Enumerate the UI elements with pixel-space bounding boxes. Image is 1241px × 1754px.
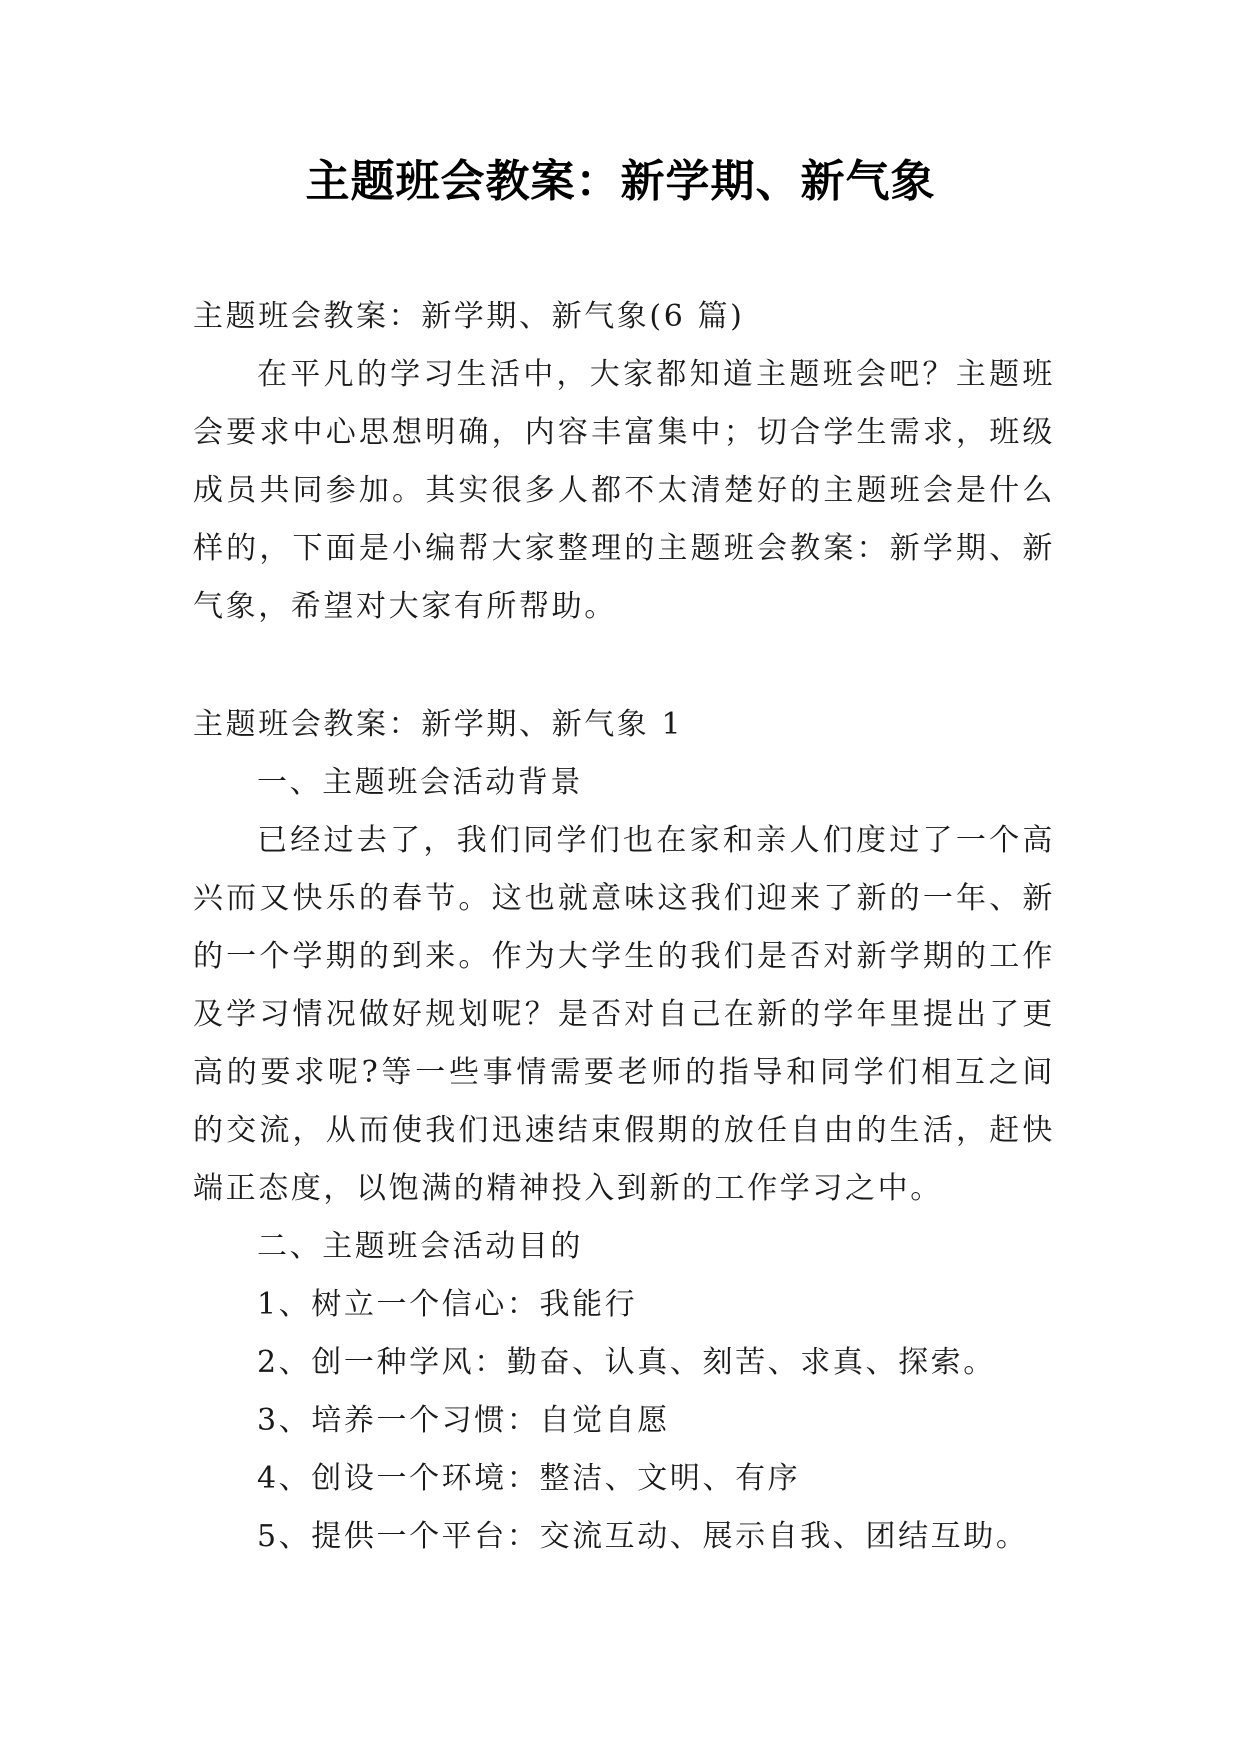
section-heading: 主题班会教案：新学期、新气象 1 [193,707,684,742]
goal-item: 3、培养一个习惯：自觉自愿 [257,1403,670,1438]
section-1 [193,696,1055,1566]
intro-section [193,346,1055,636]
goal-item: 5、提供一个平台：交流互动、展示自我、团结互助。 [257,1519,1029,1554]
document-title: 主题班会教案：新学期、新气象 [305,156,936,207]
part1-paragraph: 已经过去了，我们同学们也在家和亲人们度过了一个高兴而又快乐的春节。这也就意味这我们迎来了新的一年、新的一个学期的到来。作为大学生的我们是否对新学期的工作及学习情况做好规划呢？是否对自己在新的学年里提出了更高的要求呢?等一些事情需要老师的指导和同学们相互之间的交流，从而使我们迅速结束假期的放任自由的生活，赶快端正态度，以饱满的精神投入到新的工作学习之中。 [193,823,1055,1206]
part2-heading: 二、主题班会活动目的 [257,1229,583,1264]
document-subtitle: 主题班会教案：新学期、新气象(6 篇) [193,299,745,334]
intro-paragraph: 在平凡的学习生活中，大家都知道主题班会吧？主题班会要求中心思想明确，内容丰富集中；切合学生需求，班级成员共同参加。其实很多人都不太清楚好的主题班会是什么样的，下面是小编帮大家整理的主题班会教案：新学期、新气象，希望对大家有所帮助。 [193,357,1055,624]
part1-heading: 一、主题班会活动背景 [257,765,583,800]
goal-item: 1、树立一个信心：我能行 [257,1287,638,1322]
goal-item: 4、创设一个环境：整洁、文明、有序 [257,1461,801,1496]
goal-item: 2、创一种学风：勤奋、认真、刻苦、求真、探索。 [257,1345,996,1380]
